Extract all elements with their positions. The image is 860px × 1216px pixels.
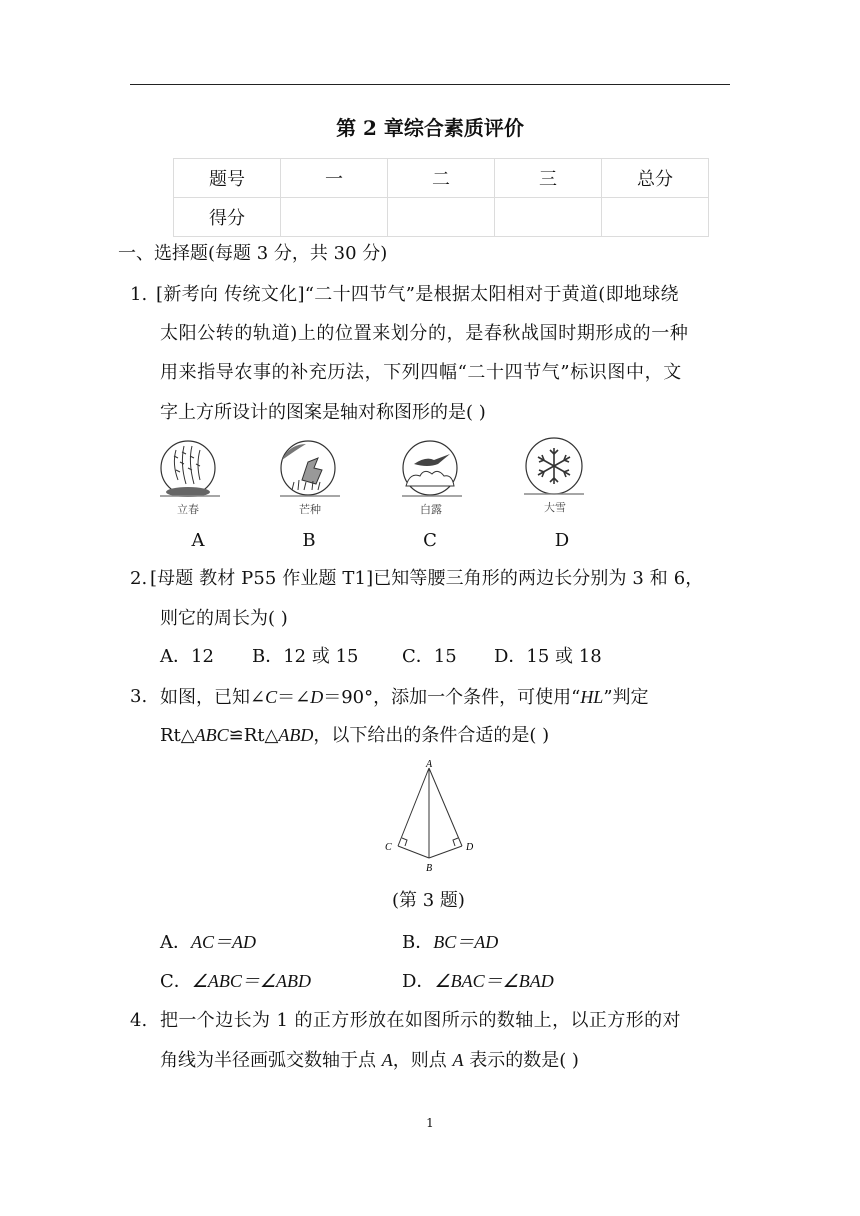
score-input-cell[interactable] — [602, 198, 709, 237]
score-input-cell[interactable] — [495, 198, 602, 237]
option-a[interactable]: A．AC＝AD — [160, 932, 256, 953]
option-d[interactable]: D．15 或 18 — [494, 646, 602, 667]
vertex-label-b: B — [426, 863, 433, 874]
triangle-figure — [380, 758, 480, 880]
question-number: 4. — [130, 1010, 148, 1031]
table-row — [174, 159, 709, 198]
option-letter[interactable]: B — [302, 530, 316, 551]
question-line: 角线为半径画弧交数轴于点 A，则点 A 表示的数是( ) — [160, 1050, 579, 1071]
table-cell: 题号 — [174, 159, 281, 198]
vertex-label-c: C — [385, 842, 392, 853]
option-c[interactable]: C．15 — [402, 646, 457, 667]
score-table — [173, 158, 709, 237]
question-number: 3. — [130, 686, 148, 707]
vertex-label-a: A — [426, 759, 433, 770]
score-input-cell[interactable] — [388, 198, 495, 237]
vertex-label-d: D — [466, 842, 474, 853]
table-cell: 一 — [281, 159, 388, 198]
question-line: [新考向 传统文化]“二十四节气”是根据太阳相对于黄道(即地球绕 — [156, 284, 679, 305]
table-cell: 总分 — [602, 159, 709, 198]
daxue-icon — [522, 436, 588, 500]
question-line: 用来指导农事的补充历法，下列四幅“二十四节气”标识图中，文 — [160, 362, 682, 383]
bailu-icon — [400, 440, 464, 502]
figure-caption: (第 3 题) — [392, 890, 465, 911]
option-a[interactable]: A．12 — [160, 646, 214, 667]
question-line: 如图，已知∠C＝∠D＝90°，添加一个条件，可使用“HL”判定 — [160, 687, 649, 708]
question-line: 字上方所设计的图案是轴对称图形的是( ) — [160, 402, 486, 423]
option-letter[interactable]: C — [423, 530, 437, 551]
mangzhong-icon — [278, 440, 342, 502]
top-rule — [130, 84, 730, 85]
image-caption: 芒种 — [299, 503, 321, 516]
option-b[interactable]: B．BC＝AD — [402, 932, 499, 953]
option-letter[interactable]: D — [554, 530, 570, 551]
section-heading: 一、选择题(每题 3 分，共 30 分) — [118, 243, 388, 264]
lichun-icon — [158, 440, 222, 502]
table-row — [174, 198, 709, 237]
question-line: 则它的周长为( ) — [160, 608, 288, 629]
question-line: [母题 教材 P55 作业题 T1]已知等腰三角形的两边长分别为 3 和 6， — [150, 568, 704, 589]
page-title: 第 2 章综合素质评价 — [336, 116, 524, 140]
image-caption: 白露 — [420, 503, 442, 516]
table-cell: 二 — [388, 159, 495, 198]
question-line: 把一个边长为 1 的正方形放在如图所示的数轴上，以正方形的对 — [160, 1010, 681, 1031]
option-c[interactable]: C．∠ABC＝∠ABD — [160, 971, 312, 992]
question-number: 1. — [130, 284, 148, 305]
table-cell: 得分 — [174, 198, 281, 237]
option-letter[interactable]: A — [191, 530, 205, 551]
option-b[interactable]: B．12 或 15 — [252, 646, 359, 667]
question-line: Rt△ABC≌Rt△ABD，以下给出的条件合适的是( ) — [160, 725, 550, 746]
option-d[interactable]: D．∠BAC＝∠BAD — [402, 971, 554, 992]
question-number: 2. — [130, 568, 148, 589]
image-caption: 大雪 — [544, 501, 566, 514]
page-number: 1 — [426, 1116, 434, 1130]
question-line: 太阳公转的轨道)上的位置来划分的，是春秋战国时期形成的一种 — [160, 323, 689, 344]
score-input-cell[interactable] — [281, 198, 388, 237]
image-caption: 立春 — [177, 503, 199, 516]
table-cell: 三 — [495, 159, 602, 198]
